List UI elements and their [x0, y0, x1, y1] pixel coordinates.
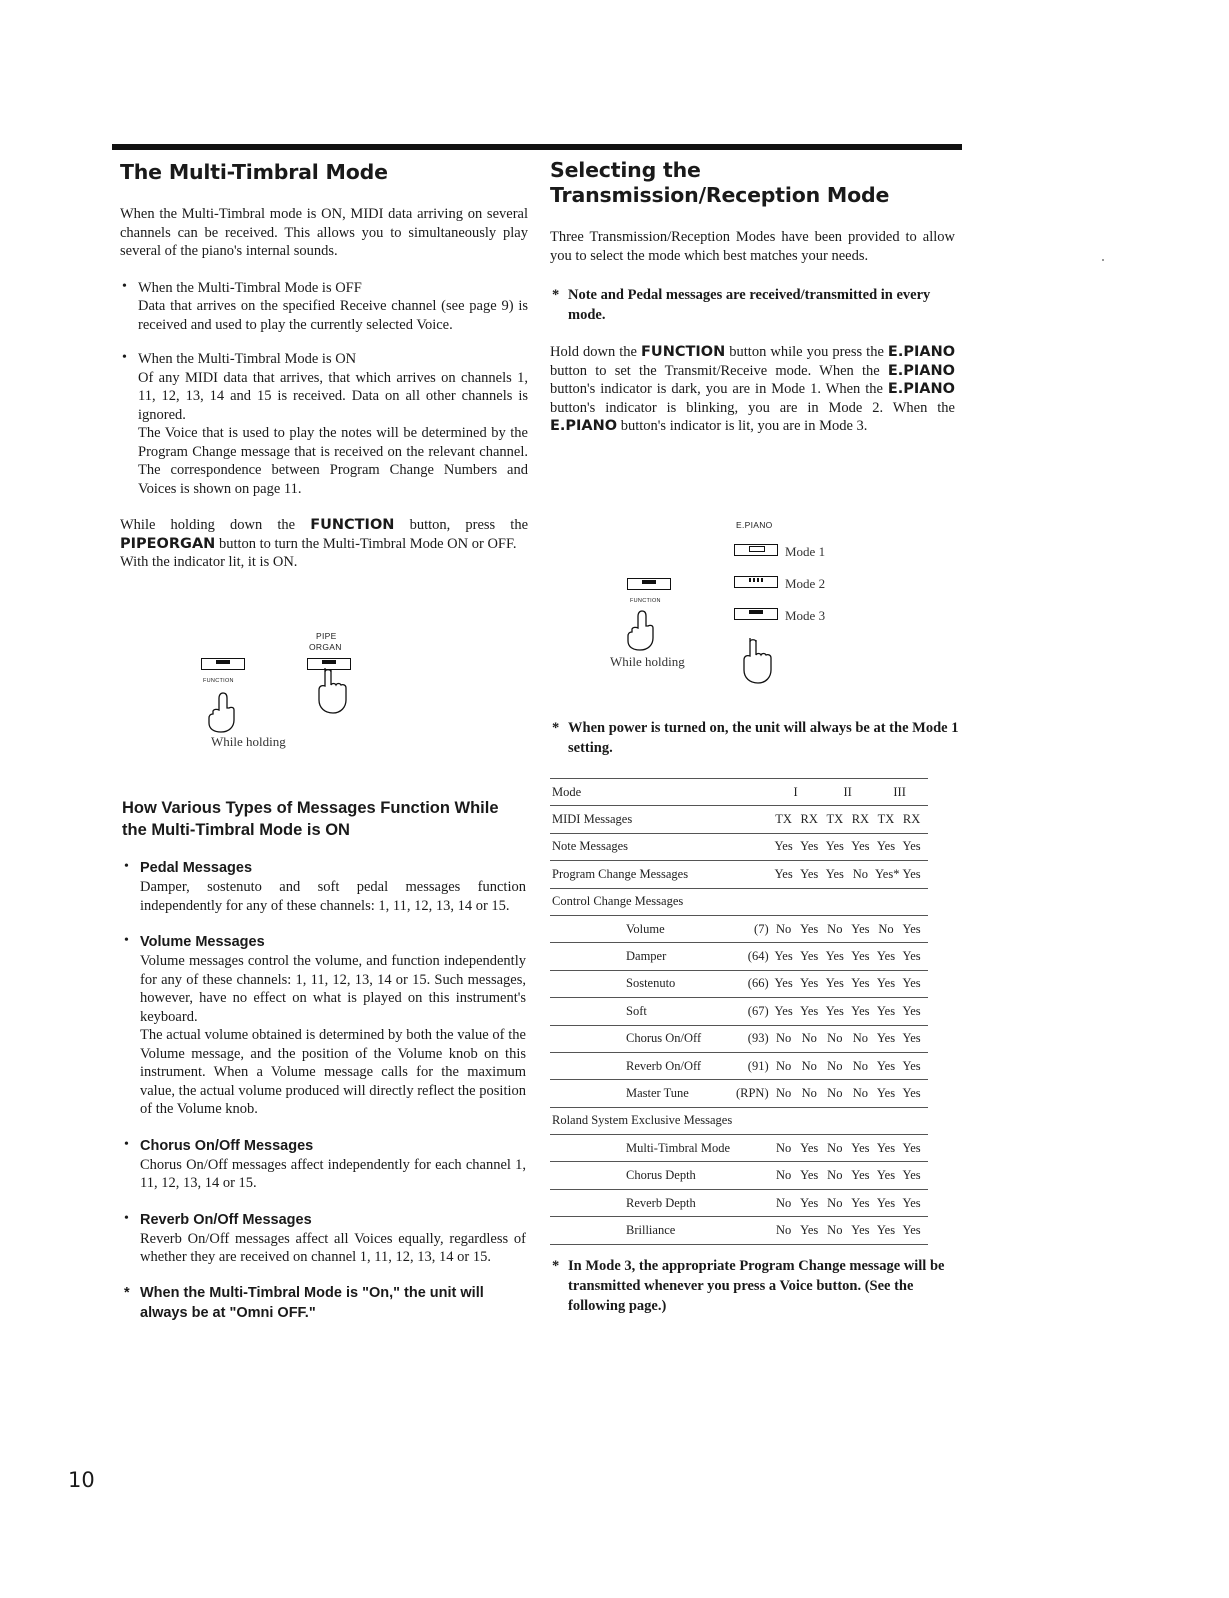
table-cell: Yes — [851, 1195, 870, 1210]
bullet-dot: • — [122, 350, 127, 365]
table-cell: Yes — [825, 866, 844, 881]
note-text: Note and Pedal messages are received/transmitted in every mode. — [568, 287, 931, 323]
table-cell: Yes — [774, 866, 793, 881]
function-label: FUNCTION — [630, 598, 661, 604]
table-cell: TX — [775, 812, 792, 827]
table-cell: Yes — [825, 949, 844, 964]
table-cell: No — [852, 1031, 869, 1046]
table-row-midi — [550, 806, 928, 833]
table-cell: Yes — [800, 921, 819, 936]
table-cell: No — [775, 1031, 792, 1046]
instr-text: button to turn the Multi-Timbral Mode ON or OFF. — [218, 535, 517, 552]
indicator-led-dark — [749, 546, 765, 552]
bullet-dot: • — [124, 1136, 129, 1152]
left-lower-column — [122, 797, 526, 1323]
row-label: Chorus On/Off — [626, 1031, 702, 1046]
row-label: MIDI Messages — [552, 812, 633, 827]
bullet-text: Of any MIDI data that arrives, that which arrives on channels 1, 11, 12, 13, 14 and 15 is received. Data on all other channels is ignored. — [138, 369, 528, 423]
table-cell: Yes — [876, 1168, 896, 1183]
left-column — [120, 158, 528, 572]
table-row — [550, 943, 928, 970]
bullet-mode-off — [120, 279, 528, 335]
mode-instruction-paragraph — [550, 343, 955, 436]
table-cell: No — [827, 921, 843, 936]
item-text: The actual volume obtained is determined by both the value of the Volume message, and the position of the Volume knob on this instrument. When a Volume message calls for the maximum value, the actual volume produced will directly reflect the position of the Volume knob. — [140, 1027, 526, 1117]
table-cell: Yes — [902, 1031, 921, 1046]
note-text: When power is turned on, the unit will always be at the Mode 1 setting. — [568, 720, 959, 756]
table-cell: Yes — [876, 839, 896, 854]
section-heading-multi-timbral: The Multi-Timbral Mode — [120, 160, 388, 184]
mode-col: III — [893, 784, 906, 799]
table-row — [550, 1080, 928, 1107]
row-label: Brilliance — [626, 1222, 676, 1237]
note-text: In Mode 3, the appropriate Program Change message will be transmitted whenever you press a Voice button. (See the following page.) — [568, 1258, 945, 1314]
item-text: Volume messages control the volume, and function independently for any of these channels: 1, 11, 12, 13, 14 or 15. Such messages, however, have no effect on what is played on this instrument's keyboard. — [140, 953, 526, 1025]
item-reverb — [122, 1211, 526, 1267]
table-group-row — [550, 1107, 928, 1134]
item-pedal — [122, 859, 526, 915]
table-cell: Yes — [876, 1222, 896, 1237]
while-holding-caption: While holding — [211, 734, 286, 749]
epiano-button-mode-1 — [734, 544, 778, 556]
section-heading-transmission: Selecting the Transmission/Reception Mode — [550, 158, 890, 207]
table-cell: No — [852, 866, 869, 881]
asterisk: * — [552, 720, 560, 736]
table-cell: Yes — [851, 976, 870, 991]
bullet-mode-on — [120, 350, 528, 498]
epiano-keyword: E.PIANO — [887, 381, 955, 397]
table-group-row — [550, 888, 928, 915]
instruction-paragraph-2: With the indicator lit, it is ON. — [120, 554, 298, 570]
table-cell: Yes — [902, 1058, 921, 1073]
right-diagram — [600, 516, 860, 691]
table-cell: No — [775, 1195, 792, 1210]
left-diagram — [195, 628, 375, 753]
note-text: When the Multi-Timbral Mode is "On," the unit will always be at "Omni OFF." — [140, 1284, 484, 1321]
p-text: button to set the Transmit/Receive mode. When the — [550, 362, 880, 379]
pipe-label: PIPE — [316, 631, 337, 641]
group-label: Control Change Messages — [552, 894, 684, 909]
table-row — [550, 1025, 928, 1052]
table-cell: TX — [877, 812, 895, 827]
pipeorgan-keyword: PIPEORGAN — [120, 535, 216, 552]
table-cell: Yes — [851, 1140, 870, 1155]
table-cell: Yes — [800, 1195, 819, 1210]
header-label: Mode — [552, 784, 582, 799]
indicator-led-blinking — [749, 578, 763, 582]
table-cell: No — [852, 1058, 869, 1073]
mode-1-label: Mode 1 — [785, 544, 826, 559]
note-mode-3 — [550, 1256, 973, 1316]
table-cell: TX — [826, 812, 844, 827]
table-cell: Yes — [851, 1222, 870, 1237]
table-cell: Yes — [774, 1003, 793, 1018]
table-cell: No — [775, 1222, 792, 1237]
table-cell: Yes — [902, 1195, 921, 1210]
table-cell: Yes — [876, 1058, 896, 1073]
table-cell: Yes — [851, 921, 870, 936]
table-cell: No — [827, 1168, 843, 1183]
table-cell: No — [775, 1058, 792, 1073]
table-cell: No — [878, 921, 894, 936]
item-text: Damper, sostenuto and soft pedal messages function independently for any of these channels: 1, 11, 12, 13, 14 or 15. — [140, 879, 526, 914]
table-cell: Yes — [774, 949, 793, 964]
intro-paragraph: When the Multi-Timbral mode is ON, MIDI data arriving on several channels can be received. This allows you to simultaneously play several of the piano's internal sounds. — [120, 206, 528, 259]
table-cell: Yes — [851, 949, 870, 964]
table-cell: No — [827, 1195, 843, 1210]
asterisk: * — [124, 1284, 130, 1301]
table-cell: Yes — [851, 1168, 870, 1183]
table-cell: Yes* — [875, 866, 900, 881]
table-cell: Yes — [774, 976, 793, 991]
table-cell: RX — [902, 812, 921, 827]
table-cell: Yes — [876, 1031, 896, 1046]
table-cell: No — [775, 1085, 792, 1100]
table-cell: Yes — [800, 949, 819, 964]
table-cell: Yes — [800, 1140, 819, 1155]
row-num: (91) — [747, 1058, 769, 1073]
mode-3-label: Mode 3 — [785, 608, 826, 623]
table-cell: Yes — [825, 1003, 844, 1018]
omni-note — [122, 1283, 526, 1323]
epiano-keyword: E.PIANO — [887, 362, 955, 379]
row-label: Chorus Depth — [626, 1168, 696, 1183]
table-cell: Yes — [902, 1003, 921, 1018]
row-num: (66) — [747, 976, 769, 991]
table-cell: No — [852, 1085, 869, 1100]
while-holding-caption: While holding — [610, 654, 685, 669]
table-cell: No — [801, 1031, 817, 1046]
table-cell: Yes — [876, 1085, 896, 1100]
row-label: Sostenuto — [626, 976, 676, 991]
table-cell: No — [827, 1031, 843, 1046]
table-cell: Yes — [800, 1222, 819, 1237]
table-cell: Yes — [851, 1003, 870, 1018]
message-mode-table — [550, 778, 928, 1245]
table-cell: RX — [851, 812, 870, 827]
table-row — [550, 1162, 928, 1189]
indicator-led — [216, 660, 230, 664]
finger-hand-icon — [620, 608, 660, 652]
p-text: Hold down the — [550, 344, 637, 360]
indicator-led — [322, 660, 336, 664]
item-volume — [122, 933, 526, 1119]
mode-2-label: Mode 2 — [785, 576, 826, 591]
table-cell: Yes — [902, 1085, 921, 1100]
pressing-hand-icon — [307, 666, 351, 716]
instruction-paragraph — [120, 516, 528, 553]
table-cell: Yes — [902, 921, 921, 936]
table-cell: Yes — [876, 1140, 896, 1155]
table-row — [550, 970, 928, 997]
table-cell: No — [827, 1140, 843, 1155]
row-label: Multi-Timbral Mode — [626, 1140, 731, 1155]
asterisk: * — [552, 1258, 560, 1274]
row-label: Master Tune — [626, 1085, 689, 1100]
table-cell: Yes — [876, 949, 896, 964]
row-label: Reverb Depth — [626, 1195, 696, 1210]
epiano-button-mode-2 — [734, 576, 778, 588]
table-cell: No — [775, 1168, 792, 1183]
table-row — [550, 1052, 928, 1079]
table-cell: Yes — [902, 866, 921, 881]
p-text: button's indicator is lit, you are in Mode 3. — [620, 418, 868, 434]
row-num: (7) — [754, 921, 769, 936]
scan-speck — [1102, 259, 1104, 261]
mode-col: II — [843, 784, 852, 799]
bullet-text: Data that arrives on the specified Receive channel (see page 9) is received and used to play the currently selected Voice. — [138, 298, 528, 333]
table-row — [550, 915, 928, 942]
right-column — [550, 158, 955, 436]
group-label: Roland System Exclusive Messages — [552, 1113, 733, 1128]
item-text: Reverb On/Off messages affect all Voices equally, regardless of whether they are received on channel 1, 11, 12, 13, 14 or 15. — [140, 1230, 526, 1265]
epiano-label: E.PIANO — [736, 520, 773, 530]
indicator-led-lit — [749, 610, 763, 614]
instr-text: button, press the — [409, 517, 529, 533]
table-row — [550, 1135, 928, 1162]
table-cell: Yes — [825, 839, 844, 854]
bullet-title: When the Multi-Timbral Mode is ON — [138, 351, 357, 367]
item-chorus — [122, 1137, 526, 1193]
table-cell: Yes — [800, 976, 819, 991]
item-title: Pedal Messages — [140, 860, 253, 876]
p-text: button's indicator is blinking, you are in Mode 2. When the — [550, 399, 955, 416]
p-text: button while you press the — [729, 344, 884, 360]
note-pedal-messages — [550, 285, 955, 325]
asterisk: * — [552, 287, 560, 303]
item-title: Volume Messages — [140, 934, 265, 950]
function-label: FUNCTION — [203, 678, 234, 684]
table-cell: Yes — [876, 1003, 896, 1018]
table-cell: Yes — [800, 1003, 819, 1018]
table-cell: Yes — [902, 1168, 921, 1183]
item-text: Chorus On/Off messages affect independently for each channel 1, 11, 12, 13, 14 or 15. — [140, 1156, 526, 1191]
table-cell: No — [827, 1085, 843, 1100]
item-title: Chorus On/Off Messages — [140, 1137, 314, 1154]
subheading-messages: How Various Types of Messages Function While the Multi-Timbral Mode is ON — [122, 799, 499, 839]
indicator-led — [642, 580, 656, 584]
finger-hand-icon — [201, 690, 241, 734]
table-cell: Yes — [851, 839, 870, 854]
row-num: (93) — [747, 1031, 769, 1046]
table-cell: Yes — [902, 976, 921, 991]
table-cell: Yes — [876, 1195, 896, 1210]
row-label: Soft — [626, 1003, 647, 1018]
item-title: Reverb On/Off Messages — [140, 1211, 312, 1228]
p-text: button's indicator is dark, you are in Mode 1. When the — [550, 381, 883, 397]
table-cell: Yes — [800, 839, 819, 854]
function-keyword: FUNCTION — [641, 344, 726, 360]
epiano-keyword: E.PIANO — [550, 418, 618, 434]
bullet-dot: • — [124, 933, 129, 948]
top-rule — [112, 144, 962, 150]
epiano-button-mode-3 — [734, 608, 778, 620]
table-row — [550, 1189, 928, 1216]
bullet-dot: • — [124, 1210, 129, 1226]
table-cell: No — [801, 1058, 817, 1073]
function-button — [627, 578, 671, 590]
table-cell: Yes — [902, 839, 921, 854]
row-label: Note Messages — [552, 839, 629, 854]
table-row — [550, 998, 928, 1025]
table-row — [550, 861, 928, 888]
organ-label: ORGAN — [309, 642, 342, 652]
table-cell: No — [775, 921, 792, 936]
note-power-on — [550, 718, 973, 758]
table-row — [550, 1217, 928, 1244]
table-cell: RX — [800, 812, 818, 827]
mode-col: I — [793, 784, 798, 799]
instr-text: While holding down the — [120, 517, 296, 533]
table-cell: Yes — [902, 1222, 921, 1237]
table-cell: Yes — [800, 1168, 819, 1183]
table-cell: Yes — [876, 976, 896, 991]
table-cell: No — [775, 1140, 792, 1155]
function-keyword: FUNCTION — [310, 517, 395, 533]
bullet-text: The Voice that is used to play the notes will be determined by the Program Change message that is received on the relevant channel. The correspondence between Program Change Numbers and Voices is shown on page 11. — [138, 425, 528, 497]
table-cell: No — [827, 1058, 843, 1073]
row-num: (67) — [747, 1003, 769, 1018]
row-num: (RPN) — [735, 1085, 769, 1100]
row-num: (64) — [747, 949, 769, 964]
row-label: Program Change Messages — [552, 866, 689, 881]
table-cell: Yes — [800, 866, 819, 881]
table-cell: Yes — [902, 949, 921, 964]
row-label: Volume — [626, 921, 665, 936]
table-cell: No — [827, 1222, 843, 1237]
page-number: 10 — [68, 1468, 95, 1492]
table-header-row — [550, 779, 928, 806]
row-label: Reverb On/Off — [626, 1058, 702, 1073]
bullet-title: When the Multi-Timbral Mode is OFF — [138, 279, 362, 296]
table-cell: Yes — [825, 976, 844, 991]
function-button — [201, 658, 245, 670]
right-intro-paragraph: Three Transmission/Reception Modes have been provided to allow you to select the mode which best matches your needs. — [550, 229, 955, 264]
pressing-hand-icon — [732, 636, 776, 686]
table-cell: No — [801, 1085, 817, 1100]
epiano-keyword: E.PIANO — [887, 344, 956, 360]
row-label: Damper — [626, 949, 667, 964]
bullet-dot: • — [122, 278, 127, 294]
table-row — [550, 833, 928, 860]
table-cell: Yes — [902, 1140, 921, 1155]
bullet-dot: • — [124, 859, 129, 874]
table-cell: Yes — [774, 839, 793, 854]
